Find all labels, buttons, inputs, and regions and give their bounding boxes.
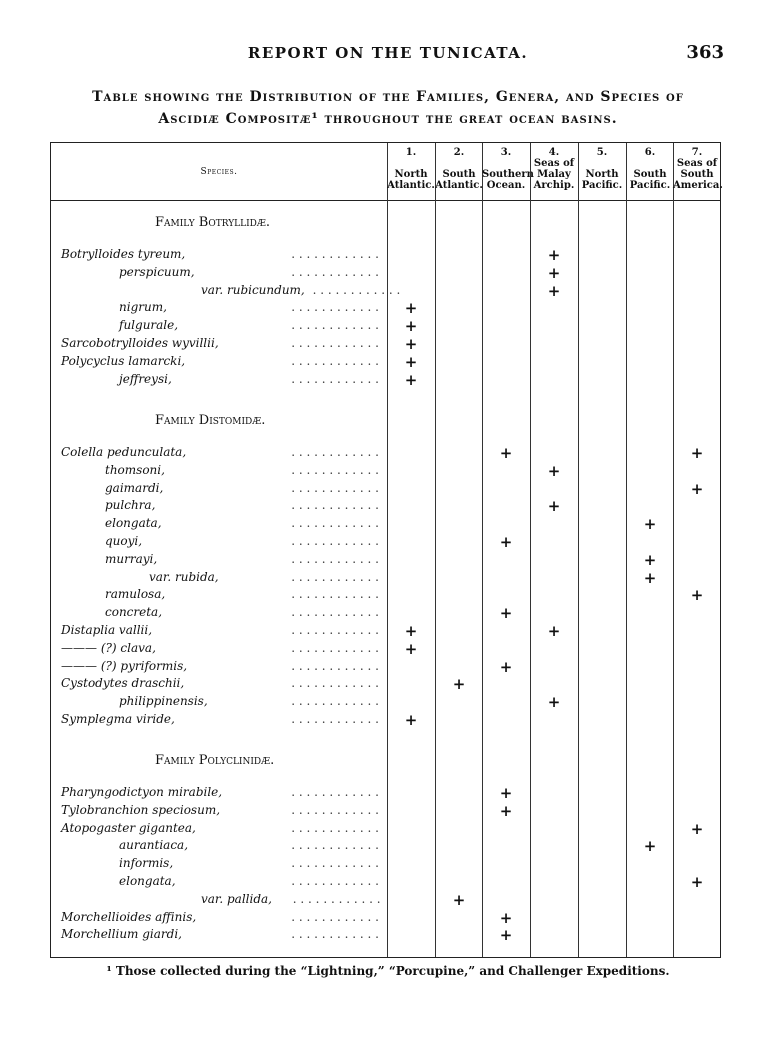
species-row (51, 552, 722, 570)
presence-mark: + (499, 908, 513, 927)
species-row (51, 318, 722, 336)
leader-dots: . . . . . . . . . . . . (291, 300, 379, 315)
family-title: Family Distomidæ. (155, 413, 266, 428)
species-row (51, 821, 722, 839)
presence-mark: + (404, 317, 418, 336)
column-number: 6. (644, 147, 656, 158)
leader-dots: . . . . . . . . . . . . (291, 605, 379, 620)
species-row (51, 803, 722, 821)
leader-dots: . . . . . . . . . . . . (291, 371, 379, 386)
column-header (482, 147, 534, 191)
leader-dots: . . . . . . . . . . . . (291, 534, 379, 548)
leader-dots: . . . . . . . . . . . . (291, 480, 379, 495)
presence-mark: + (547, 263, 561, 282)
species-name: informis, (119, 856, 174, 871)
presence-mark: + (643, 837, 657, 856)
page-number: 363 (686, 42, 724, 63)
species-row (51, 372, 722, 390)
presence-mark: + (404, 711, 418, 729)
presence-mark: + (452, 675, 466, 694)
species-name: concreta, (105, 605, 163, 620)
leader-dots: . . . . . . . . . . . . (291, 927, 379, 942)
leader-dots: . . . . . . . . . . . . (291, 516, 379, 531)
table-title-line-2: Ascidiæ Compositæ¹ throughout the great ocean basins. (158, 111, 618, 127)
leader-dots: . . . . . . . . . . . . (291, 694, 379, 709)
leader-dots: . . . . . . . . . . . . (291, 336, 379, 350)
presence-mark: + (499, 801, 513, 820)
presence-mark: + (547, 693, 561, 712)
column-header (387, 147, 435, 191)
presence-mark: + (499, 657, 513, 676)
species-name: Morchellium giardi, (61, 927, 182, 942)
species-row (51, 892, 722, 910)
leader-dots: . . . . . . . . . . . . (291, 676, 379, 691)
running-head: REPORT ON THE TUNICATA. (247, 44, 529, 62)
species-row (51, 694, 722, 712)
presence-mark: + (690, 586, 704, 605)
species-row (51, 712, 722, 730)
species-row (51, 641, 722, 659)
presence-mark: + (643, 515, 657, 534)
leader-dots: . . . . . . . . . . . . (291, 874, 379, 888)
species-row (51, 300, 722, 318)
leader-dots: . . . . . . . . . . . . (291, 587, 379, 602)
column-number: 1. (405, 147, 417, 158)
species-row (51, 265, 722, 283)
leader-dots: . . . . . . . . . . . . (291, 551, 379, 566)
presence-mark: + (404, 370, 418, 389)
presence-mark: + (499, 533, 513, 551)
presence-mark: + (499, 444, 513, 462)
species-name: Pharyngodictyon mirabile, (61, 785, 223, 799)
species-name: Symplegma viride, (61, 712, 175, 726)
column-label: Seas of South America. (673, 158, 723, 191)
species-row (51, 481, 722, 499)
species-name: perspicuum, (119, 264, 195, 279)
species-name: murrayi, (105, 551, 158, 566)
leader-dots: . . . . . . . . . . . . (312, 282, 401, 297)
column-number: 2. (453, 147, 465, 158)
column-number: 5. (596, 147, 608, 158)
leader-dots: . . . . . . . . . . . . (291, 247, 379, 261)
species-row (51, 498, 722, 516)
presence-mark: + (547, 622, 561, 640)
leader-dots: . . . . . . . . . . . . (291, 623, 379, 637)
leader-dots: . . . . . . . . . . . . (291, 264, 379, 279)
species-name: quoyi, (105, 534, 143, 548)
leader-dots: . . . . . . . . . . . . (291, 802, 379, 817)
presence-mark: + (404, 299, 418, 318)
leader-dots: . . . . . . . . . . . . (291, 353, 379, 368)
leader-dots: . . . . . . . . . . . . (291, 462, 379, 477)
leader-dots: . . . . . . . . . . . . (291, 658, 379, 673)
species-name: thomsoni, (105, 462, 165, 477)
column-header (578, 147, 626, 191)
species-name: gaimardi, (105, 480, 164, 495)
leader-dots: . . . . . . . . . . . . (291, 640, 379, 655)
species-name: aurantiaca, (119, 838, 189, 853)
species-row (51, 910, 722, 928)
species-name: var. pallida, (201, 891, 272, 906)
species-name: Morchellioides affinis, (61, 909, 197, 924)
leader-dots: . . . . . . . . . . . . (291, 838, 379, 853)
presence-mark: + (404, 639, 418, 658)
leader-dots: . . . . . . . . . . . . (291, 820, 379, 835)
species-name: Polycyclus lamarcki, (61, 353, 186, 368)
species-name: elongata, (105, 516, 162, 531)
presence-mark: + (404, 622, 418, 640)
header-rule (51, 200, 720, 201)
species-name: jeffreysi, (119, 371, 172, 386)
species-row (51, 927, 722, 945)
presence-mark: + (643, 550, 657, 569)
presence-mark: + (404, 335, 418, 353)
leader-dots: . . . . . . . . . . . . (291, 498, 379, 513)
species-row (51, 874, 722, 892)
column-number: 7. (691, 147, 703, 158)
column-label: South Pacific. (629, 169, 671, 191)
presence-mark: + (690, 444, 704, 462)
family-title: Family Polyclinidæ. (155, 753, 275, 768)
presence-mark: + (690, 819, 704, 838)
species-row (51, 283, 722, 301)
presence-mark: + (452, 890, 466, 909)
column-label: North Pacific. (581, 169, 623, 191)
species-row (51, 605, 722, 623)
species-row (51, 534, 722, 552)
species-name: Botrylloides tyreum, (61, 247, 186, 261)
species-name: var. rubicundum, (201, 282, 305, 297)
footnote: ¹ Those collected during the “Lightning,” “Porcupine,” and Challenger Expeditions. (106, 964, 670, 978)
species-row (51, 336, 722, 354)
leader-dots: . . . . . . . . . . . . (291, 569, 379, 584)
leader-dots: . . . . . . . . . . . . (292, 891, 381, 906)
species-name: elongata, (119, 874, 176, 888)
presence-mark: + (547, 497, 561, 516)
species-name: Colella pedunculata, (61, 445, 187, 459)
species-name: Atopogaster gigantea, (61, 820, 196, 835)
species-name: nigrum, (119, 300, 167, 315)
species-name: philippinensis, (119, 694, 208, 709)
species-name: ——— (?) clava, (61, 640, 156, 655)
species-row (51, 838, 722, 856)
column-header (435, 147, 483, 191)
column-label: North Atlantic. (387, 169, 435, 191)
species-column-header: Species. (200, 167, 238, 177)
species-name: var. rubida, (149, 569, 219, 584)
presence-mark: + (547, 461, 561, 480)
presence-mark: + (499, 604, 513, 623)
leader-dots: . . . . . . . . . . . . (291, 785, 379, 799)
species-name: pulchra, (105, 498, 156, 513)
species-row (51, 623, 722, 641)
column-header (626, 147, 674, 191)
leader-dots: . . . . . . . . . . . . (291, 712, 379, 726)
family-title: Family Botryllidæ. (155, 215, 271, 230)
species-name: Tylobranchion speciosum, (61, 802, 221, 817)
leader-dots: . . . . . . . . . . . . (291, 909, 379, 924)
species-row (51, 659, 722, 677)
presence-mark: + (499, 926, 513, 945)
column-label: Southern Ocean. (482, 169, 534, 191)
table-title (40, 86, 736, 130)
species-name: Sarcobotrylloides wyvillii, (61, 336, 219, 350)
presence-mark: + (690, 479, 704, 498)
column-label: South Atlantic. (435, 169, 483, 191)
column-label: Seas of Malay Archip. (533, 158, 575, 191)
species-row (51, 247, 722, 265)
species-row (51, 856, 722, 874)
leader-dots: . . . . . . . . . . . . (291, 445, 379, 459)
column-number: 4. (548, 147, 560, 158)
page-header (0, 44, 776, 68)
leader-dots: . . . . . . . . . . . . (291, 856, 379, 871)
species-name: Distaplia vallii, (61, 623, 153, 637)
species-row (51, 587, 722, 605)
species-name: fulgurale, (119, 318, 179, 333)
distribution-table (50, 142, 721, 958)
presence-mark: + (690, 873, 704, 891)
column-header (673, 147, 721, 191)
species-name: ramulosa, (105, 587, 166, 602)
presence-mark: + (499, 784, 513, 802)
presence-mark: + (547, 281, 561, 300)
species-row (51, 570, 722, 588)
species-row (51, 516, 722, 534)
species-row (51, 785, 722, 803)
species-name: Cystodytes draschii, (61, 676, 185, 691)
presence-mark: + (547, 246, 561, 264)
table-title-line-1: Table showing the Distribution of the Families, Genera, and Species of (92, 89, 684, 105)
presence-mark: + (404, 352, 418, 371)
species-row (51, 445, 722, 463)
species-name: ——— (?) pyriformis, (61, 658, 188, 673)
species-row (51, 354, 722, 372)
column-number: 3. (500, 147, 512, 158)
species-row (51, 463, 722, 481)
column-header (530, 147, 578, 191)
presence-mark: + (643, 568, 657, 587)
leader-dots: . . . . . . . . . . . . (291, 318, 379, 333)
species-row (51, 676, 722, 694)
